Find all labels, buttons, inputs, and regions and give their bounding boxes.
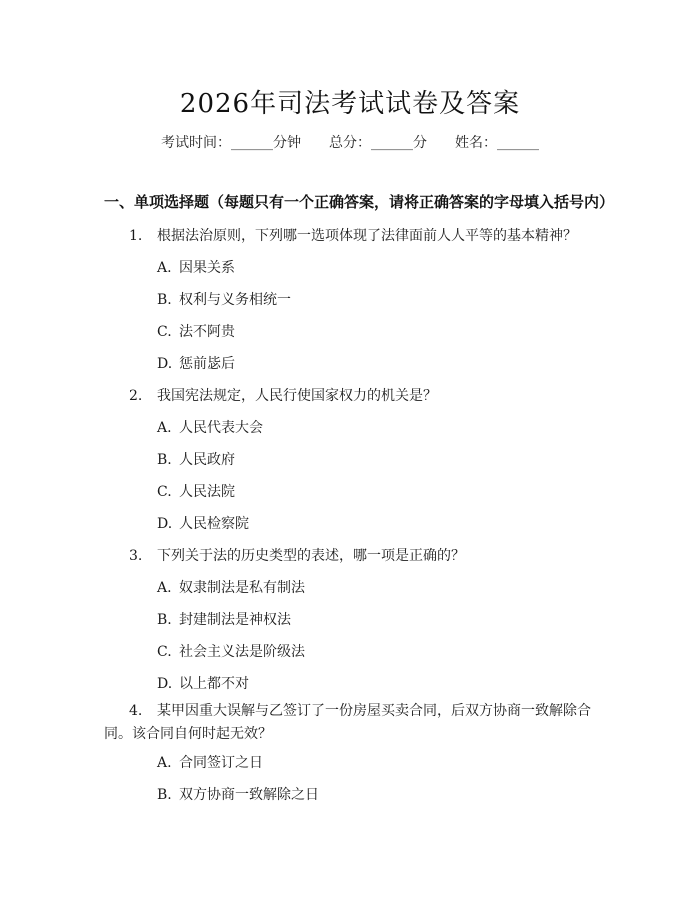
question-number: 2.	[129, 388, 143, 404]
option-letter: A.	[157, 420, 172, 436]
question-text: 某甲因重大误解与乙签订了一份房屋买卖合同，后双方协商一致解除合同。该合同自何时起无效？	[104, 703, 591, 742]
option-4b	[157, 784, 319, 804]
option-text: 合同签订之日	[179, 755, 263, 771]
question-3	[129, 545, 465, 565]
option-text: 权利与义务相统一	[179, 292, 291, 308]
exam-time-field: 考试时间：______分钟	[161, 135, 301, 151]
option-letter: B.	[157, 452, 172, 468]
option-1b	[157, 289, 291, 309]
option-text: 奴隶制法是私有制法	[179, 580, 305, 596]
option-letter: A.	[157, 260, 172, 276]
option-letter: D.	[157, 676, 173, 692]
total-score-field: 总分：______分	[329, 135, 427, 151]
option-text: 以上都不对	[179, 676, 249, 692]
option-text: 人民检察院	[179, 516, 249, 532]
option-text: 惩前毖后	[179, 356, 235, 372]
option-text: 法不阿贵	[179, 324, 235, 340]
section-heading: 一、单项选择题（每题只有一个正确答案，请将正确答案的字母填入括号内）	[104, 193, 615, 211]
option-letter: A.	[157, 755, 172, 771]
option-2b	[157, 449, 235, 469]
option-3c	[157, 641, 305, 661]
option-letter: C.	[157, 324, 172, 340]
question-text: 根据法治原则，下列哪一选项体现了法律面前人人平等的基本精神？	[157, 228, 577, 244]
option-3b	[157, 609, 291, 629]
question-4	[104, 700, 614, 746]
option-1d	[157, 353, 235, 373]
question-number: 4.	[129, 703, 143, 719]
option-letter: B.	[157, 612, 172, 628]
question-1	[129, 225, 577, 245]
option-1a	[157, 257, 235, 277]
option-1c	[157, 321, 235, 341]
option-2d	[157, 513, 249, 533]
option-text: 封建制法是神权法	[179, 612, 291, 628]
option-letter: B.	[157, 787, 172, 803]
page-title: 2026年司法考试试卷及答案	[179, 89, 521, 119]
option-text: 因果关系	[179, 260, 235, 276]
question-number: 1.	[129, 228, 143, 244]
option-letter: B.	[157, 292, 172, 308]
option-letter: A.	[157, 580, 172, 596]
option-2a	[157, 417, 263, 437]
question-2	[129, 385, 437, 405]
question-number: 3.	[129, 548, 143, 564]
option-3d	[157, 673, 249, 693]
option-text: 人民代表大会	[179, 420, 263, 436]
option-letter: D.	[157, 356, 173, 372]
option-letter: C.	[157, 484, 172, 500]
name-field: 姓名：______	[455, 135, 539, 151]
question-text: 我国宪法规定，人民行使国家权力的机关是？	[157, 388, 437, 404]
option-text: 人民法院	[179, 484, 235, 500]
exam-info-line	[0, 132, 700, 152]
option-4a	[157, 752, 263, 772]
option-text: 社会主义法是阶级法	[179, 644, 305, 660]
option-letter: D.	[157, 516, 173, 532]
option-2c	[157, 481, 235, 501]
option-text: 人民政府	[179, 452, 235, 468]
question-text: 下列关于法的历史类型的表述，哪一项是正确的？	[157, 548, 465, 564]
option-text: 双方协商一致解除之日	[179, 787, 319, 803]
option-3a	[157, 577, 305, 597]
option-letter: C.	[157, 644, 172, 660]
